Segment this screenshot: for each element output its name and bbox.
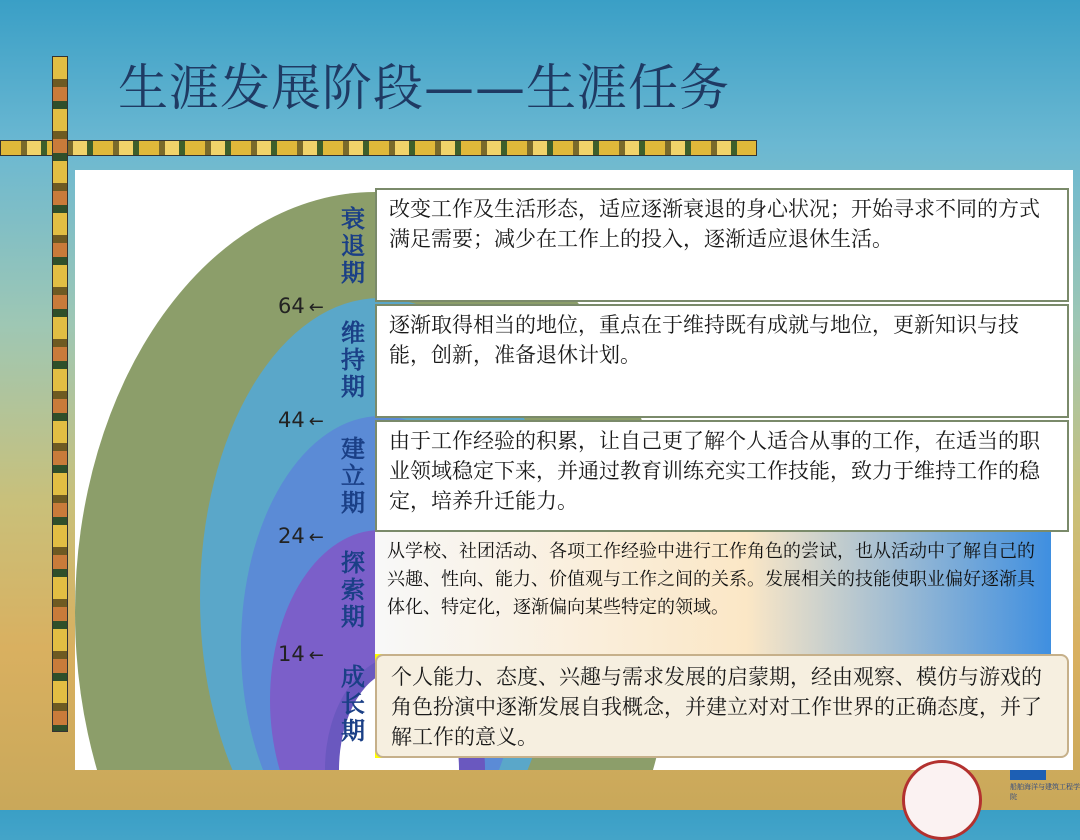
- age-value: 64: [278, 294, 305, 318]
- stage-desc-maintenance: 逐渐取得相当的地位，重点在于维持既有成就与地位，更新知识与技能，创新，准备退休计划。: [375, 304, 1069, 418]
- stage-desc-growth: 个人能力、态度、兴趣与需求发展的启蒙期，经由观察、模仿与游戏的角色扮演中逐渐发展自我概念，并建立对对工作世界的正确态度，并了解工作的意义。: [375, 654, 1069, 758]
- age-marker-64: [278, 294, 324, 320]
- age-marker-44: [278, 408, 324, 434]
- university-seal-logo: [902, 760, 982, 840]
- decorative-strip: [0, 140, 757, 156]
- stage-desc-decline: 改变工作及生活形态，适应逐渐衰退的身心状况；开始寻求不同的方式满足需要；减少在工作上的投入，逐渐适应退休生活。: [375, 188, 1069, 302]
- arrow-left-icon: ←: [308, 297, 324, 318]
- stage-label-growth: 成长期: [341, 663, 365, 745]
- school-logo: [1010, 770, 1080, 810]
- school-logo-mark: [1010, 770, 1046, 780]
- arrow-left-icon: ←: [308, 411, 324, 432]
- arrow-left-icon: ←: [308, 527, 324, 548]
- school-logo-text: 船舶海洋与建筑工程学院: [1010, 783, 1080, 801]
- age-value: 44: [278, 408, 305, 432]
- decorative-left-bar: [52, 56, 68, 732]
- stage-label-exploration: 探索期: [341, 549, 365, 631]
- age-value: 24: [278, 524, 305, 548]
- stage-label-decline: 衰退期: [341, 205, 365, 287]
- stage-label-establishment: 建立期: [341, 435, 365, 517]
- stage-desc-establishment: 由于工作经验的积累，让自己更了解个人适合从事的工作，在适当的职业领域稳定下来，并通过教育训练充实工作技能，致力于维持工作的稳定，培养升迁能力。: [375, 420, 1069, 532]
- age-marker-14: [278, 642, 324, 668]
- career-stage-diagram: [75, 170, 1073, 770]
- stage-label-maintenance: 维持期: [341, 319, 365, 401]
- stage-desc-exploration: 从学校、社团活动、各项工作经验中进行工作角色的尝试，也从活动中了解自己的兴趣、性向、能力、价值观与工作之间的关系。发展相关的技能使职业偏好逐渐具体化、特定化，逐渐偏向某些特定的领域。: [375, 532, 1051, 656]
- page-title: 生涯发展阶段——生涯任务: [118, 59, 730, 117]
- arrow-left-icon: ←: [308, 645, 324, 666]
- age-marker-24: [278, 524, 324, 550]
- age-value: 14: [278, 642, 305, 666]
